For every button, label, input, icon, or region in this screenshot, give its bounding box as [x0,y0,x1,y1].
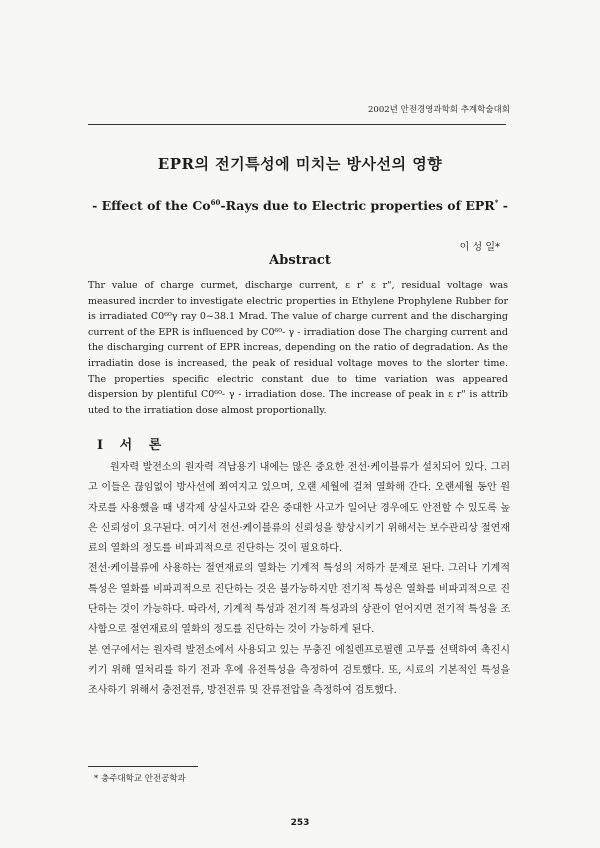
abstract-text: Thr value of charge curmet, discharge current, ε r' ε r", residual voltage was measured incrder to investigate electric properties in Ethylene Prophylene Rubber for is irradiated C0⁶⁰γ ray 0~38.1 Mrad. The value of charge current and the discharging current of the EPR is influenced by C0⁶⁰- γ - irradiation dose The charging current and the discharging current of EPR increas, depending on the ratio of degradation. As the irradiatin dose is increased, the peak of residual voltage moves to the slorter time. The properties specific electric constant due to time variation was appeared dispersion by plentiful C0⁶⁰- γ - irradiation dose. The increase of peak in ε r" is attrib uted to the irratiation dose almost proportionally. [88,280,508,416]
page-number: 253 [290,818,310,828]
paragraph-3: 본 연구에서는 원자력 발전소에서 사용되고 있는 무충진 에칠렌프로필렌 고무를 선택하여 촉진시키기 위해 열처리를 하기 전과 후에 유전특성을 측정하여 검토했다. 또, 시료의 기본적인 특성을 조사하기 위해서 충전전류, 방전전류 및 잔류전압을 측정하여 검토했다. [88,644,510,697]
footnote: * 충주대학교 안전공학과 [94,774,186,784]
subtitle-post: -Rays due to Electric properties of EPR [220,198,495,214]
subtitle-dash: - [498,198,508,214]
body-text [88,458,510,702]
footnote-rule [88,766,198,767]
section-title: Ⅰ 서 론 [97,438,168,453]
author: 이 성 일* [459,242,500,253]
subtitle-superscript: 60 [210,198,221,207]
header-rule [88,124,506,125]
paragraph-2: 전선·케이블류에 사용하는 절연재료의 열화는 기계적 특성의 저하가 문제로 된다. 그러나 기계적 특성은 열화를 비파괴적으로 진단하는 것은 불가능하지만 전기적 특성은 열화를 비파괴적으로 진단하는 것이 가능하다. 따라서, 기계적 특성과 전기적 특성과의 상관이 얻어지면 전기적 특성을 조사함으로 절연재료의 열화의 정도를 진단하는 것이 가능하게 된다. [88,563,510,636]
subtitle-star: * [494,198,499,207]
subtitle-pre: - Effect of the Co [92,198,211,214]
abstract-heading: Abstract [269,253,331,268]
conference-header: 2002년 안전경영과학회 추계학술대회 [368,105,510,115]
paper-subtitle [0,198,600,213]
paper-title: EPR의 전기특성에 미치는 방사선의 영향 [157,155,443,173]
paragraph-1: 원자력 발전소의 원자력 격납용기 내에는 많은 중요한 전선·케이블류가 설치되어 있다. 그러고 이들은 끊임없이 방사선에 쬐여지고 있으며, 오랜 세월에 걸쳐 열화해 간다. 오랜세월 동안 원자로를 사용했을 때 냉각제 상실사고와 같은 중대한 사고가 일어난 경우에도 안전할 수 있도록 높은 신뢰성이 요구된다. 여기서 전선·케이블류의 신뢰성을 향상시키기 위해서는 보수관리상 절연재료의 열화의 정도를 비파괴적으로 진단하는 것이 필요하다. [88,462,510,555]
